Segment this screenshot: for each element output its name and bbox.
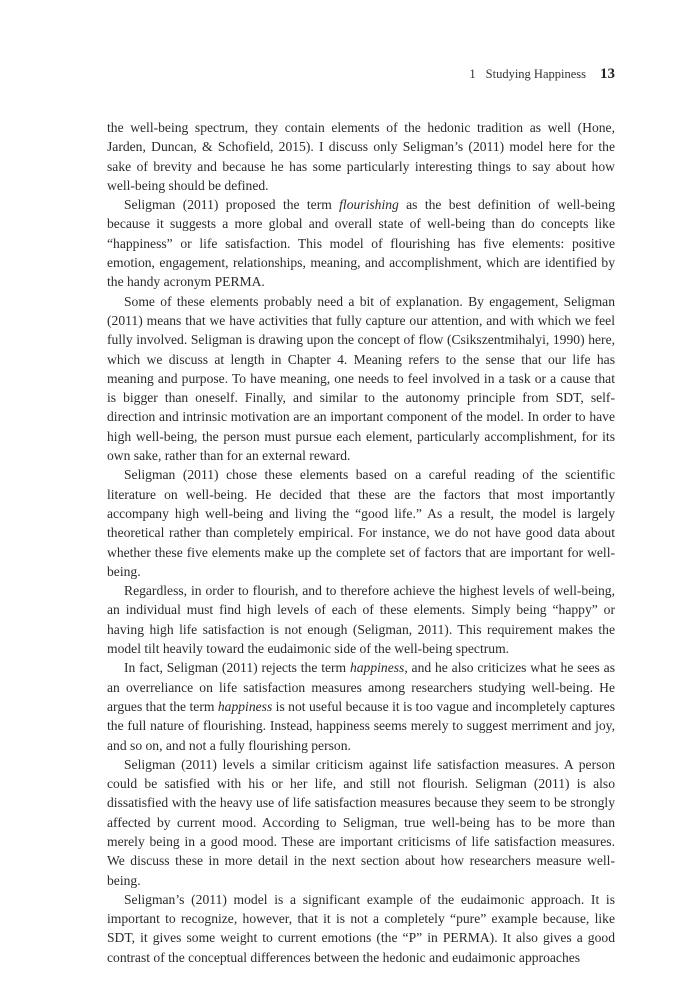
paragraph xyxy=(107,465,615,581)
paragraph xyxy=(107,292,615,466)
text-run: Seligman (2011) levels a similar criticism against life satisfaction measures. A person could be satisfied with his or her life, and still not flourish. Seligman (2011) is also dissatisfied with the heavy use of life satisfaction measures because they seem to be strongly affected by current mood. According to Seligman, true well-being has to be more than merely being in a good mood. These are important criticisms of life satisfaction measures. We discuss these in more detail in the next section about how researchers measure well-being. xyxy=(107,756,615,888)
text-run: In fact, Seligman (2011) rejects the term xyxy=(124,660,350,676)
text-run: Some of these elements probably need a bit of explanation. By engagement, Seligman (2011) means that we have activities that fully capture our attention, and with which we feel fully involved. Seligman is drawing upon the concept of flow (Csikszentmihalyi, 1990) here, which we discuss at length in Chapter 4. Meaning refers to the sense that our life has meaning and purpose. To have meaning, one needs to feel involved in a task or a cause that is bigger than oneself. Finally, and similar to the autonomy principle from SDT, self-direction and intrinsic motivation are an important component of the model. In order to have high well-being, the person must pursue each element, particularly accomplishment, for its own sake, rather than for an external reward. xyxy=(107,293,615,464)
paragraph xyxy=(107,195,615,291)
body-text xyxy=(107,118,615,967)
text-run: the well-being spectrum, they contain elements of the hedonic tradition as well (Hone, Jarden, Duncan, & Schofield, 2015). I discuss only Seligman’s (2011) model here for the sake of brevity and because he has some particularly interesting things to say about how well-being should be defined. xyxy=(107,120,615,193)
chapter-number: 1 xyxy=(469,67,476,81)
paragraph xyxy=(107,581,615,658)
paragraph xyxy=(107,890,615,967)
running-head xyxy=(469,66,615,83)
chapter-title: Studying Happiness xyxy=(485,67,586,81)
emphasized-term: flourishing xyxy=(339,197,399,213)
emphasized-term: happiness xyxy=(349,660,405,676)
paragraph xyxy=(107,658,615,754)
text-run: is not useful because it is too vague and incompletely captures the full nature of flourishing. Instead, happiness seems merely to suggest merriment and joy, and so on, and not a fully flourishing person. xyxy=(107,698,615,753)
emphasized-term: happiness xyxy=(217,698,273,714)
page-number: 13 xyxy=(600,66,615,82)
paragraph xyxy=(107,118,615,195)
text-run: Seligman’s (2011) model is a significant example of the eudaimonic approach. It is important to recognize, however, that it is not a completely “pure” example because, like SDT, it gives some weight to current emotions (the “P” in PERMA). It also gives a good contrast of the conceptual differences between the hedonic and eudaimonic approaches xyxy=(107,891,615,965)
text-run: Seligman (2011) chose these elements based on a careful reading of the scientific literature on well-being. He decided that these are the factors that most importantly accompany high well-being and living the “good life.” As a result, the model is largely theoretical rather than completely empirical. For instance, we do not have good data about whether these five elements make up the complete set of factors that are important for well-being. xyxy=(107,467,615,579)
text-run: , and he also criticizes what he sees as an overreliance on life satisfaction measures among researchers studying well-being. He argues that the term xyxy=(107,660,615,714)
text-run: Regardless, in order to flourish, and to therefore achieve the highest levels of well-being, an individual must find high levels of each of these elements. Simply being “happy” or having high life satisfaction is not enough (Seligman, 2011). This requirement makes the model tilt heavily toward the eudaimonic side of the well-being spectrum. xyxy=(107,583,615,657)
paragraph xyxy=(107,755,615,890)
text-run: as the best definition of well-being because it suggests a more global and overall state of well-being than do concepts like “happiness” or life satisfaction. This model of flourishing has five elements: positive emotion, engagement, relationships, meaning, and accomplishment, which are identified by the handy acronym PERMA. xyxy=(107,197,615,290)
text-run: Seligman (2011) proposed the term xyxy=(124,197,340,213)
